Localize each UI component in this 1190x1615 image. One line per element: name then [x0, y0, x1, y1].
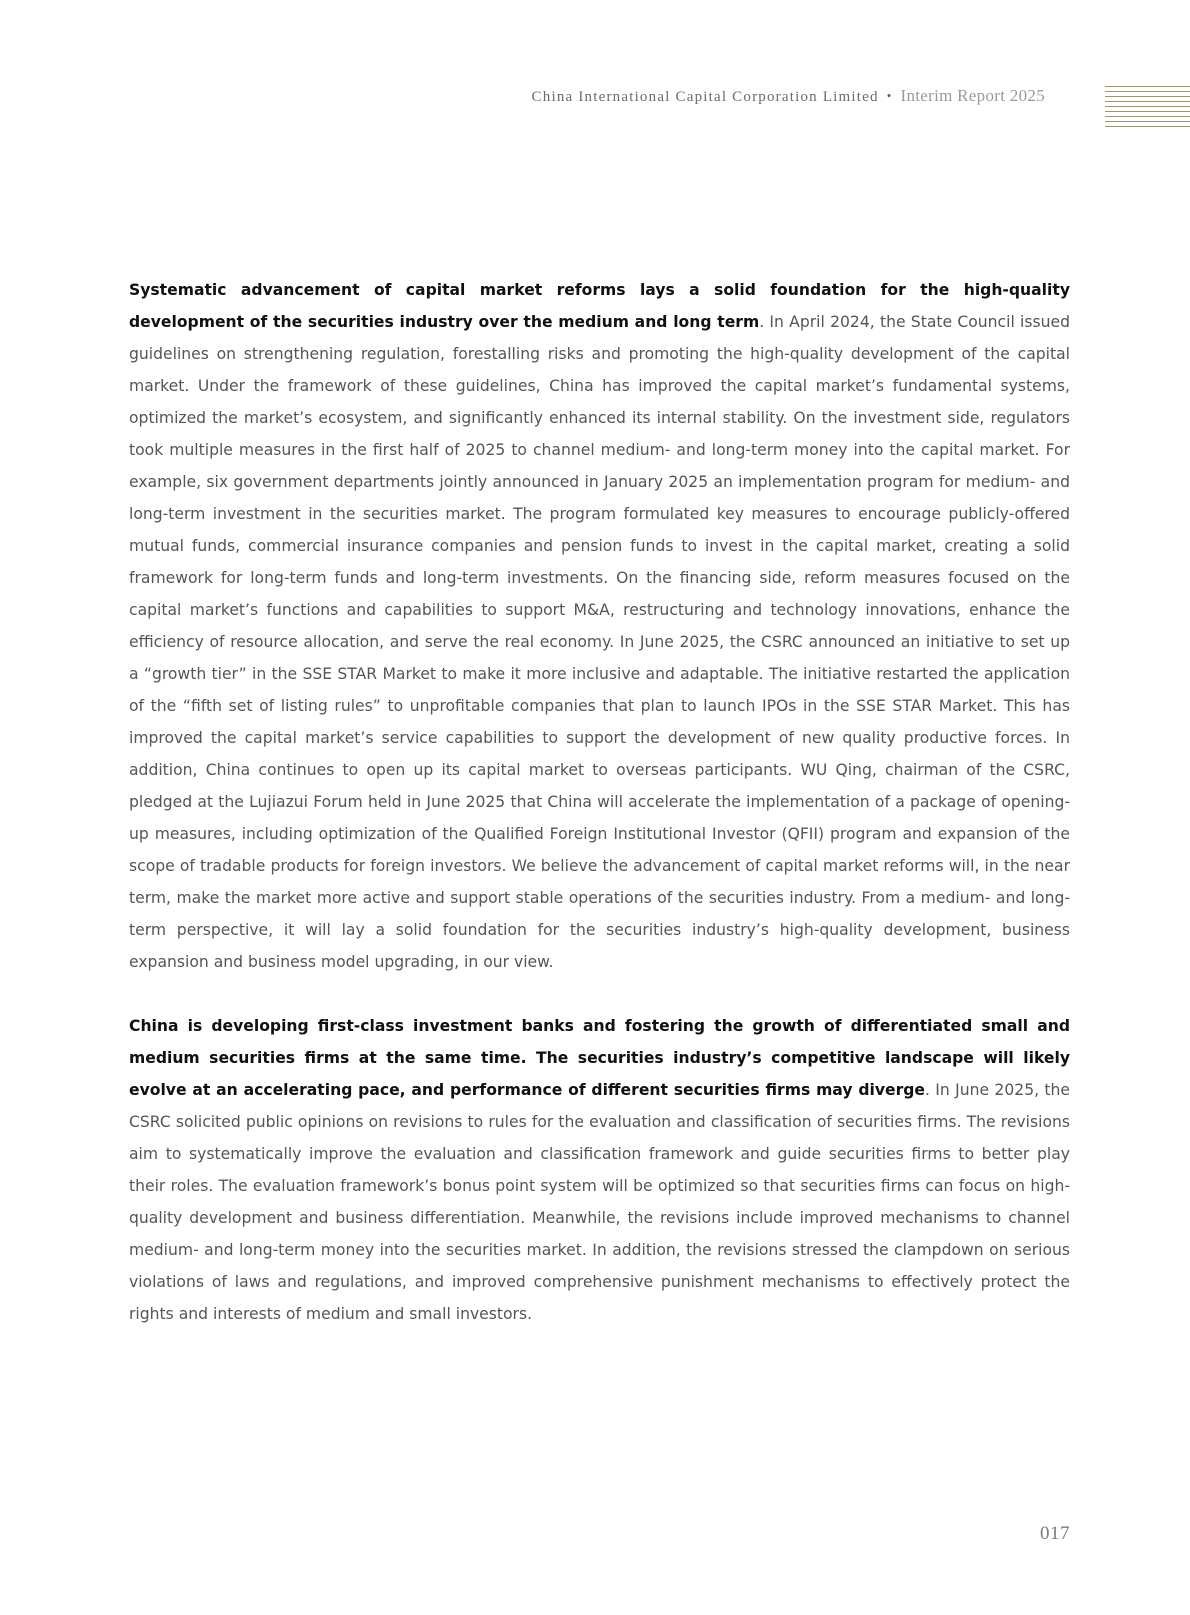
running-header — [532, 86, 1045, 106]
header-report-title: Interim Report 2025 — [900, 86, 1045, 105]
main-content — [129, 274, 1070, 1362]
paragraph-body: . In June 2025, the CSRC solicited public opinions on revisions to rules for the evaluation and classification of securities firms. The revisions aim to systematically improve the evaluation and classification framework and guide securities firms to better play their roles. The evaluation framework’s bonus point system will be optimized so that securities firms can focus on high-quality development and business differentiation. Meanwhile, the revisions include improved mechanisms to channel medium- and long-term money into the securities market. In addition, the revisions stressed the clampdown on serious violations of laws and regulations, and improved comprehensive punishment mechanisms to effectively protect the rights and interests of medium and small investors. — [129, 1081, 1070, 1323]
decorative-stripes — [1105, 86, 1190, 136]
paragraph-lead: China is developing first-class investment banks and fostering the growth of differentiated small and medium securities firms at the same time. The securities industry’s competitive landscape will likely evolve at an accelerating pace, and performance of different securities firms may diverge — [129, 1017, 1070, 1099]
header-separator: • — [886, 88, 893, 103]
header-company: China International Capital Corporation Limited — [531, 89, 879, 105]
paragraph-capital-market-reforms — [129, 274, 1070, 978]
paragraph-lead: Systematic advancement of capital market reforms lays a solid foundation for the high-quality development of the securities industry over the medium and long term — [129, 281, 1070, 331]
page-number: 017 — [1040, 1523, 1070, 1544]
paragraph-investment-banks — [129, 1010, 1070, 1330]
paragraph-body: . In April 2024, the State Council issued guidelines on strengthening regulation, forestalling risks and promoting the high-quality development of the capital market. Under the framework of these guidelines, China has improved the capital market’s fundamental systems, optimized the market’s ecosystem, and significantly enhanced its internal stability. On the investment side, regulators took multiple measures in the first half of 2025 to channel medium- and long-term money into the capital market. For example, six government departments jointly announced in January 2025 an implementation program for medium- and long-term investment in the securities market. The program formulated key measures to encourage publicly-offered mutual funds, commercial insurance companies and pension funds to invest in the capital market, creating a solid framework for long-term funds and long-term investments. On the financing side, reform measures focused on the capital market’s functions and capabilities to support M&A, restructuring and technology innovations, enhance the efficiency of resource allocation, and serve the real economy. In June 2025, the CSRC announced an initiative to set up a “growth tier” in the SSE STAR Market to make it more inclusive and adaptable. The initiative restarted the application of the “fifth set of listing rules” to unprofitable companies that plan to launch IPOs in the SSE STAR Market. This has improved the capital market’s service capabilities to support the development of new quality productive forces. In addition, China continues to open up its capital market to overseas participants. WU Qing, chairman of the CSRC, pledged at the Lujiazui Forum held in June 2025 that China will accelerate the implementation of a package of opening-up measures, including optimization of the Qualified Foreign Institutional Investor (QFII) program and expansion of the scope of tradable products for foreign investors. We believe the advancement of capital market reforms will, in the near term, make the market more active and support stable operations of the securities industry. From a medium- and long-term perspective, it will lay a solid foundation for the securities industry’s high-quality development, business expansion and business model upgrading, in our view. — [129, 313, 1070, 971]
